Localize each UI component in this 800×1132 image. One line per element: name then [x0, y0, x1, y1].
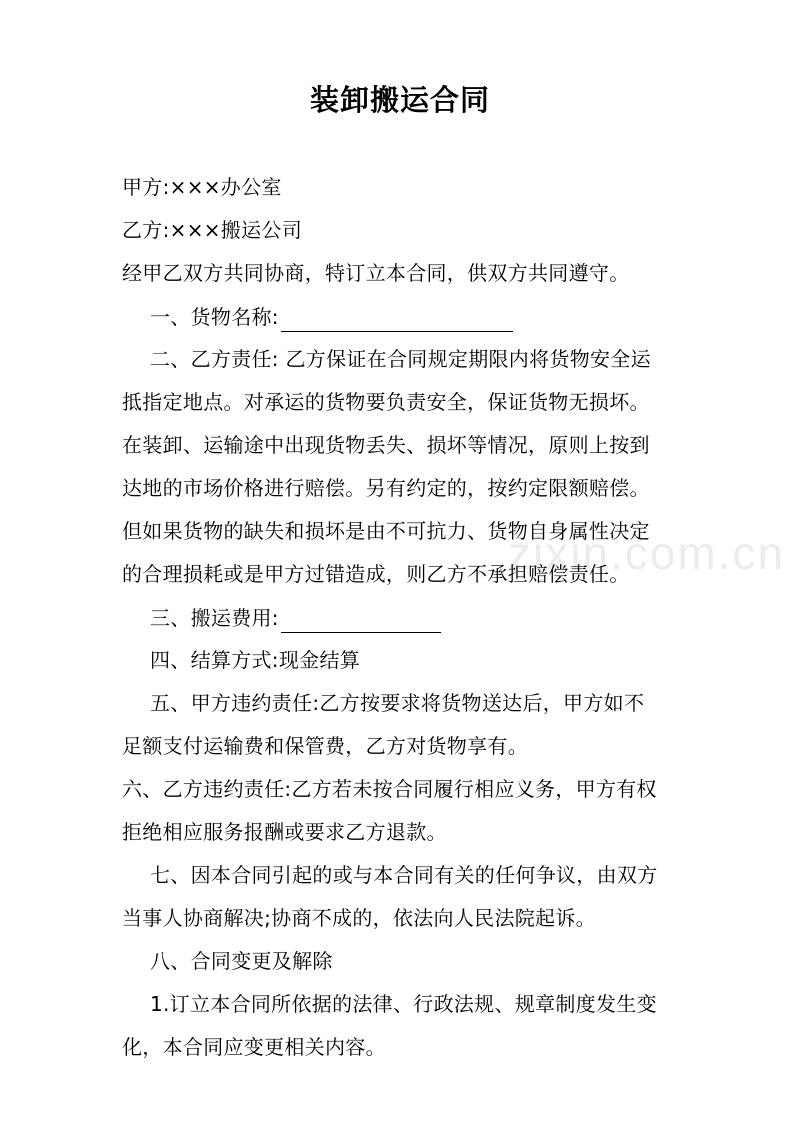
clause8-1-line: 化，本合同应变更相关内容。 — [122, 1035, 386, 1059]
clause2-line: 在装卸、运输途中出现货物丢失、损坏等情况，原则上按到 — [122, 433, 650, 457]
clause2-line: 但如果货物的缺失和损坏是由不可抗力、货物自身属性决定 — [122, 519, 650, 543]
clause-goods-name-label: 一、货物名称: — [150, 305, 279, 329]
document-title: 装卸搬运合同 — [309, 83, 490, 117]
clause-settlement: 四、结算方式:现金结算 — [150, 648, 361, 672]
clause2-line: 达地的市场价格进行赔偿。另有约定的，按约定限额赔偿。 — [122, 476, 650, 500]
clause6-line: 拒绝相应服务报酬或要求乙方退款。 — [122, 820, 447, 844]
clause5-line: 五、甲方违约责任:乙方按要求将货物送达后，甲方如不 — [150, 691, 645, 715]
fee-blank — [281, 610, 441, 633]
clause2-line: 的合理损耗或是甲方过错造成，则乙方不承担赔偿责任。 — [122, 562, 630, 586]
clause-fee-label: 三、搬运费用: — [150, 606, 279, 630]
party-b: 乙方:×××搬运公司 — [122, 218, 303, 242]
clause2-line: 二、乙方责任: 乙方保证在合同规定期限内将货物安全运 — [150, 347, 651, 371]
clause7-line: 七、因本合同引起的或与本合同有关的任何争议，由双方 — [150, 863, 658, 887]
party-a: 甲方:×××办公室 — [122, 175, 282, 199]
goods-name-blank — [281, 309, 513, 332]
watermark: zixin.com.cn — [508, 527, 786, 579]
intro-paragraph: 经甲乙双方共同协商，特订立本合同，供双方共同遵守。 — [122, 261, 630, 285]
clause2-line: 抵指定地点。对承运的货物要负责安全，保证货物无损坏。 — [122, 390, 650, 414]
clause6-line: 六、乙方违约责任:乙方若未按合同履行相应义务，甲方有权 — [122, 777, 657, 801]
clause7-line: 当事人协商解决;协商不成的，依法向人民法院起诉。 — [122, 906, 596, 930]
clause8-heading: 八、合同变更及解除 — [150, 949, 333, 973]
clause-goods-name — [150, 302, 513, 332]
clause8-1-line: 1.订立本合同所依据的法律、行政法规、规章制度发生变 — [150, 992, 657, 1016]
clause-fee — [150, 603, 441, 633]
clause5-line: 足额支付运输费和保管费，乙方对货物享有。 — [122, 734, 528, 758]
